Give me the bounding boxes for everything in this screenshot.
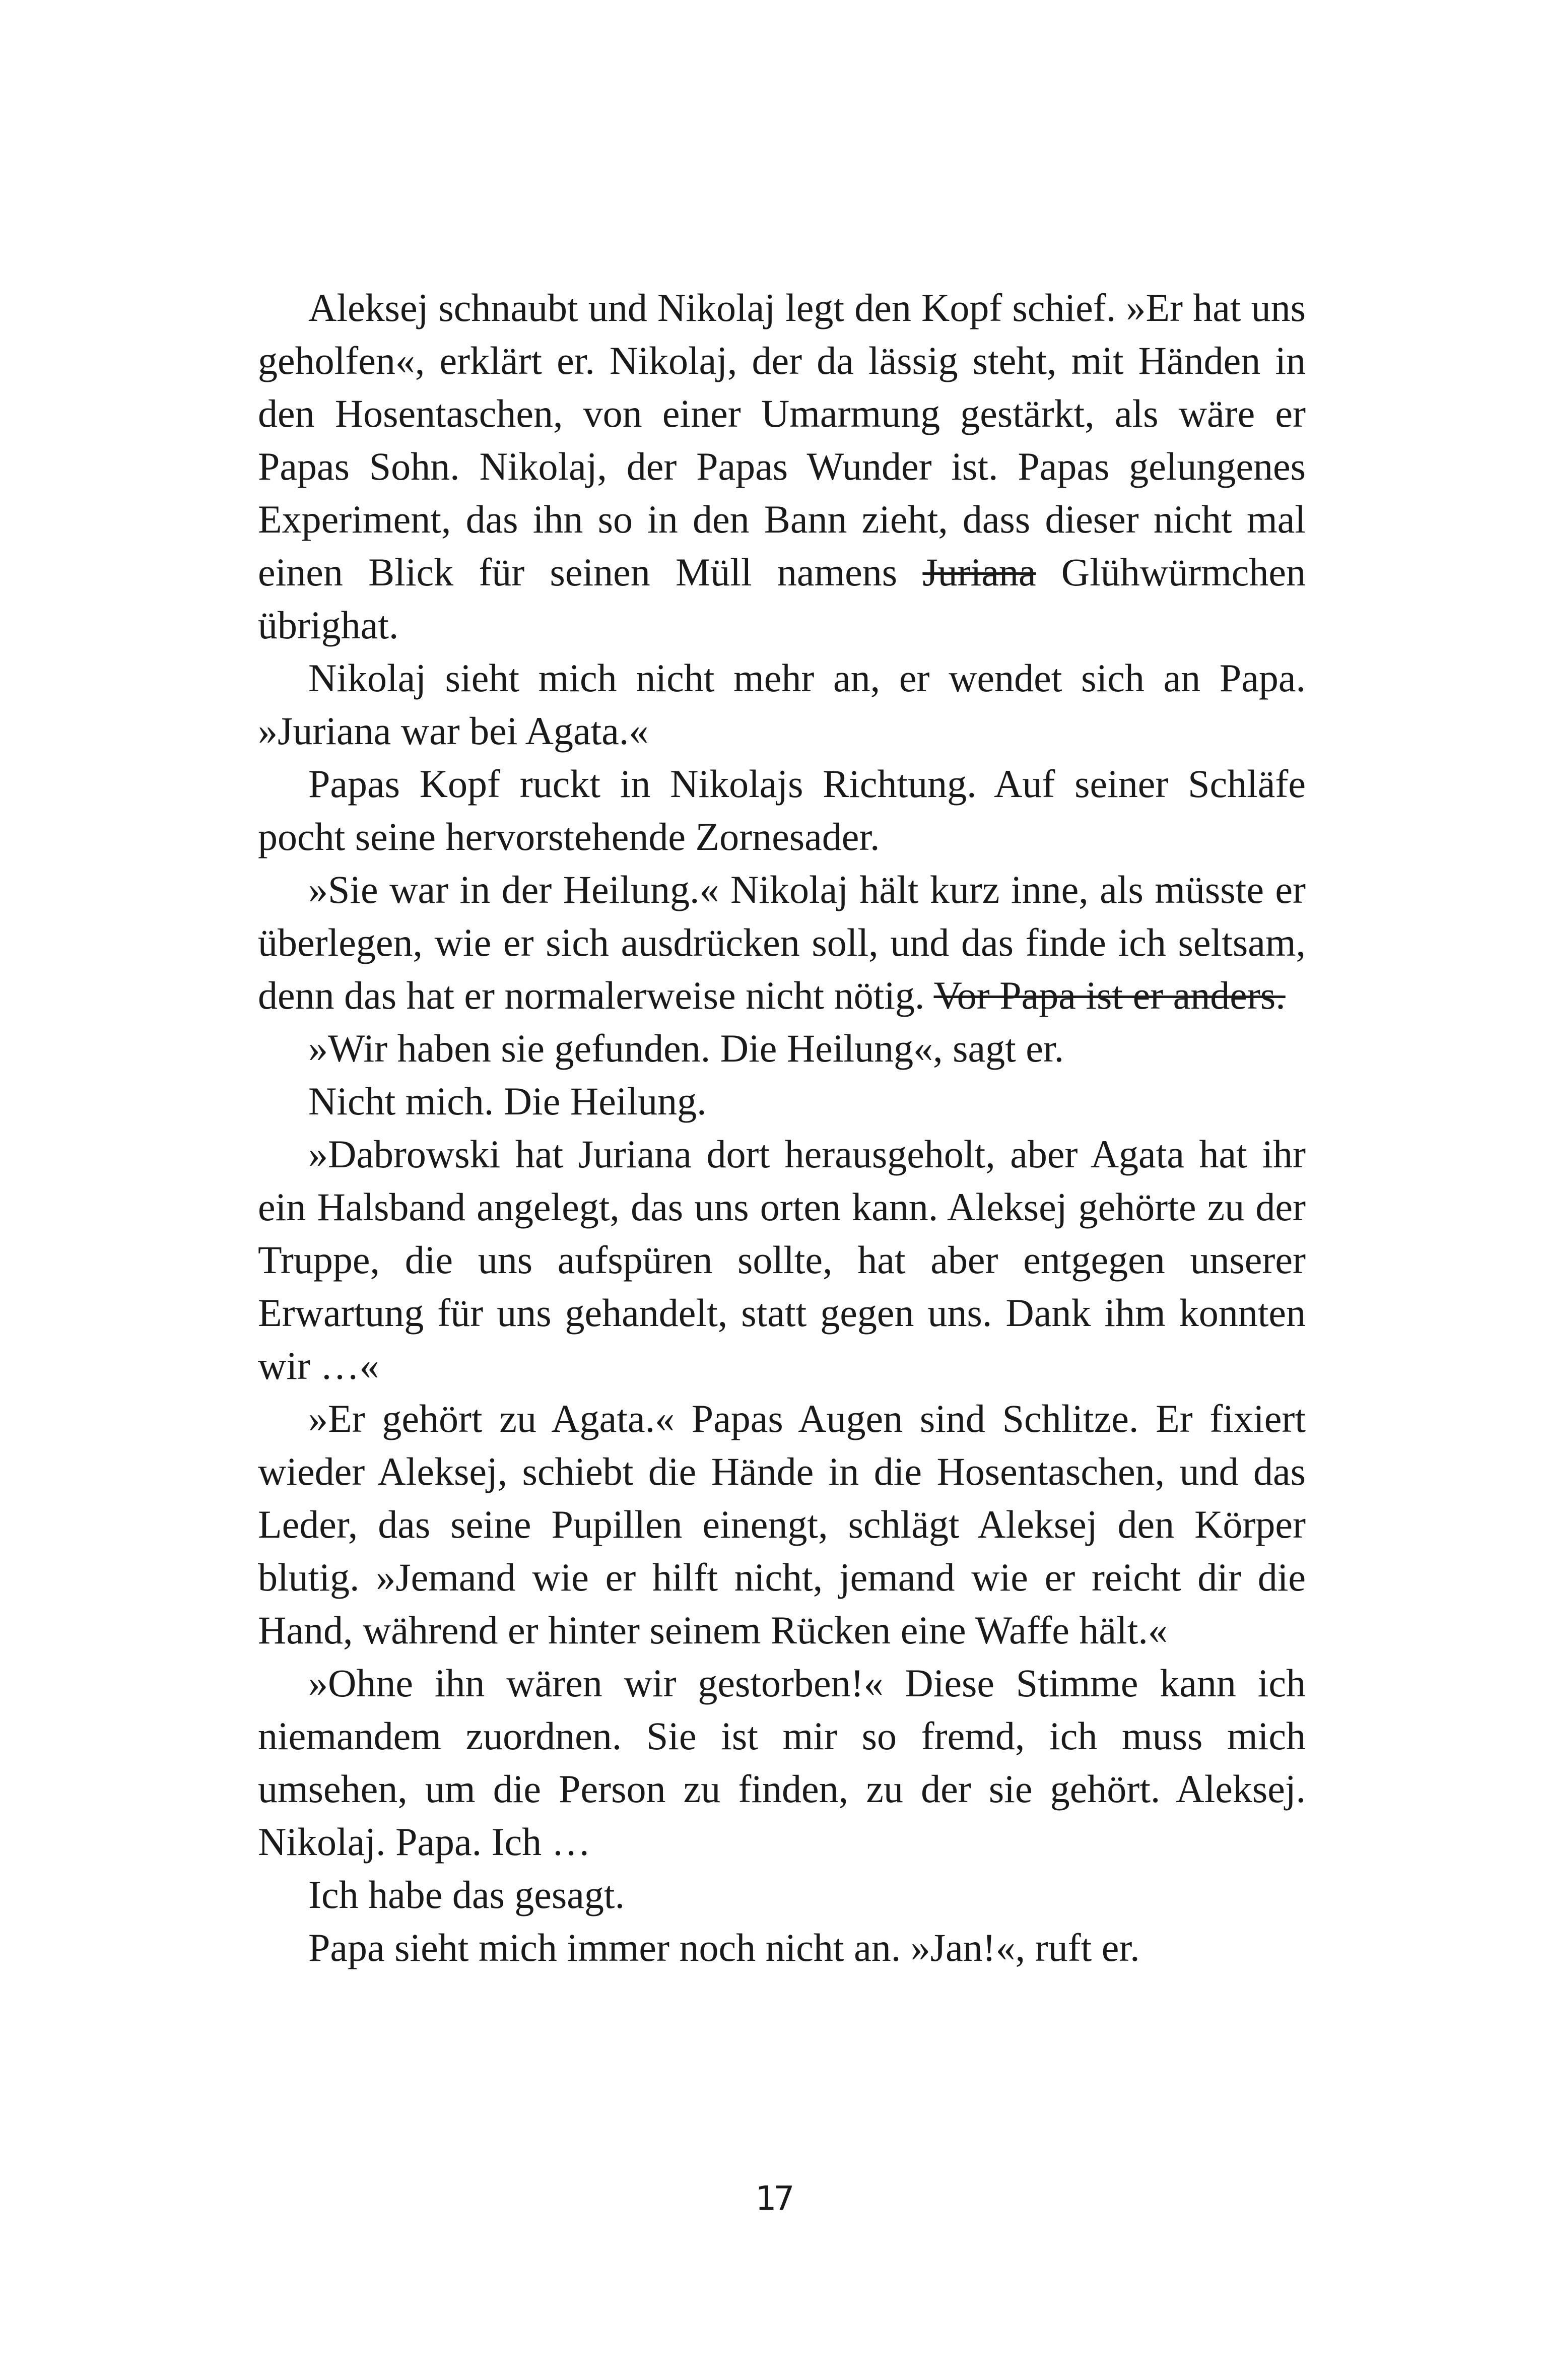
struck-word: Juriana [922,550,1036,594]
paragraph: »Wir haben sie gefunden. Die Heilung«, sagt er. [308,1026,1064,1070]
paragraph: Ich habe das gesagt. [308,1873,625,1916]
paragraph: »Sie war in der Heilung.« Nikolaj hält kurz inne, als müsste er überlegen, wie er sich ausdrücken soll, und das finde ich seltsam, denn das hat er normalerweise nicht nötig. Vor Papa ist er anders. [258,868,1306,1017]
paragraph: Nikolaj sieht mich nicht mehr an, er wendet sich an Papa. »Juriana war bei Agata.« [258,656,1306,753]
paragraph: Aleksej schnaubt und Nikolaj legt den Kopf schief. »Er hat uns geholfen«, erklärt er. Nikolaj, der da lässig steht, mit Händen in den Hosentaschen, von einer Umarmung gestärkt, als wäre er Papas Sohn. Nikolaj, der Papas Wunder ist. Papas gelungenes Experiment, das ihn so in den Bann zieht, dass dieser nicht mal einen Blick für seinen Müll namens Juriana Glühwürmchen übrighat. [258,286,1306,647]
paragraph: »Ohne ihn wären wir gestorben!« Diese Stimme kann ich niemandem zuordnen. Sie ist mir so fremd, ich muss mich umsehen, um die Person zu finden, zu der sie gehört. Aleksej. Nikolaj. Papa. Ich … [258,1661,1306,1864]
paragraph: Papa sieht mich immer noch nicht an. »Jan!«, ruft er. [308,1926,1140,1969]
paragraph: »Er gehört zu Agata.« Papas Augen sind Schlitze. Er fixiert wieder Aleksej, schiebt die Hände in die Hosentaschen, und das Leder, das seine Pupillen einengt, schlägt Aleksej den Körper blutig. »Jemand wie er hilft nicht, jemand wie er reicht dir die Hand, während er hinter seinem Rücken eine Waffe hält.« [258,1397,1306,1652]
paragraph: Papas Kopf ruckt in Nikolajs Richtung. Auf seiner Schläfe pocht seine hervorstehende Zornesader. [258,762,1306,858]
paragraph: »Dabrowski hat Juriana dort herausgeholt, aber Agata hat ihr ein Halsband angelegt, das uns orten kann. Aleksej gehörte zu der Truppe, die uns aufspüren sollte, hat aber entgegen unserer Erwartung für uns gehandelt, statt gegen uns. Dank ihm konnten wir …« [258,1132,1306,1387]
paragraph: Nicht mich. Die Heilung. [308,1079,707,1123]
body-text [258,281,1306,1974]
page-number: 17 [755,2179,792,2218]
struck-sentence: Vor Papa ist er anders. [933,973,1286,1017]
